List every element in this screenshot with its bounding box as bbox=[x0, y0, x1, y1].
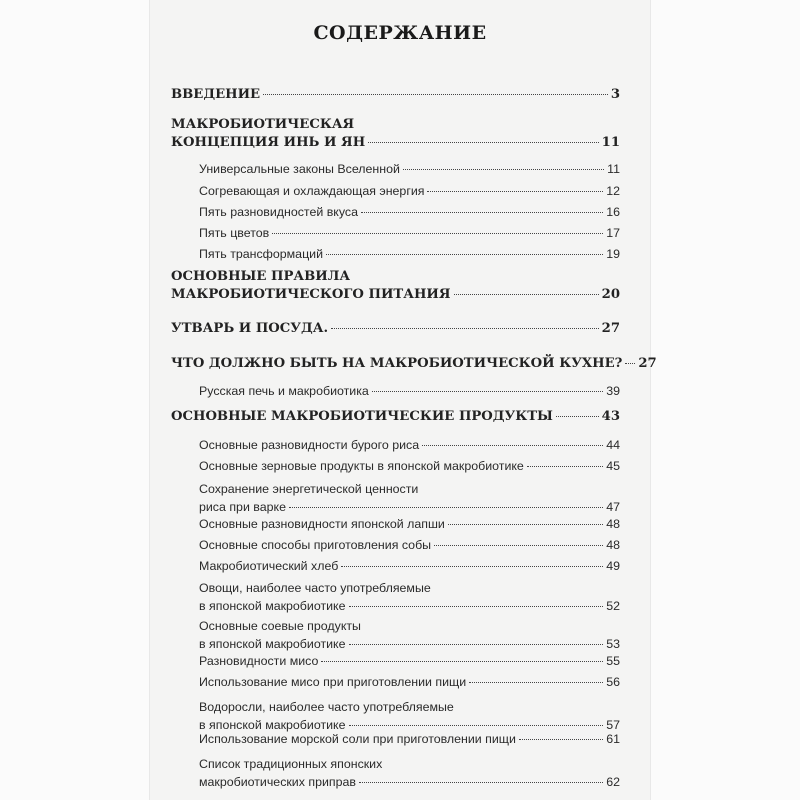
toc-row bbox=[199, 382, 620, 400]
dot-leader bbox=[361, 212, 603, 213]
page-number: 27 bbox=[638, 356, 657, 371]
toc-title: ЧТО ДОЛЖНО БЫТЬ НА МАКРОБИОТИЧЕСКОЙ КУХНЕ? bbox=[171, 356, 623, 371]
toc-section bbox=[199, 245, 620, 263]
dot-leader bbox=[331, 328, 599, 329]
dot-leader bbox=[359, 782, 603, 783]
toc-title: Основные способы приготовления собы bbox=[199, 538, 432, 552]
toc-row bbox=[171, 86, 620, 104]
toc-section bbox=[199, 617, 620, 653]
page-number: 3 bbox=[610, 87, 620, 102]
page-number: 27 bbox=[601, 321, 620, 336]
page-number: 53 bbox=[606, 637, 620, 651]
toc-title: Пять цветов bbox=[199, 226, 270, 240]
dot-leader bbox=[527, 466, 603, 467]
toc-row bbox=[199, 536, 620, 554]
toc-section bbox=[199, 203, 620, 221]
toc-section bbox=[199, 673, 620, 691]
toc-chapter bbox=[171, 408, 620, 426]
toc-chapter bbox=[171, 320, 620, 338]
toc-section bbox=[199, 457, 620, 475]
toc-title-line: Список традиционных японских bbox=[199, 757, 383, 771]
toc-title-line: Сохранение энергетической ценности bbox=[199, 482, 419, 496]
toc-title: МАКРОБИОТИЧЕСКОГО ПИТАНИЯ bbox=[171, 287, 451, 302]
toc-row bbox=[199, 224, 620, 242]
toc-title: Универсальные законы Вселенной bbox=[199, 162, 400, 176]
dot-leader bbox=[372, 391, 603, 392]
page-number: 44 bbox=[606, 438, 620, 452]
page-number: 49 bbox=[606, 559, 620, 573]
toc-title: Основные разновидности японской лапши bbox=[199, 517, 445, 531]
toc-row bbox=[199, 160, 620, 178]
dot-leader bbox=[427, 191, 603, 192]
toc-section bbox=[199, 579, 620, 615]
page-number: 39 bbox=[606, 384, 620, 398]
toc-row bbox=[171, 408, 620, 426]
toc-title: Макробиотический хлеб bbox=[199, 559, 339, 573]
toc-section bbox=[199, 515, 620, 533]
dot-leader bbox=[403, 169, 604, 170]
toc-title: Основные разновидности бурого риса bbox=[199, 438, 420, 452]
dot-leader bbox=[349, 606, 604, 607]
toc-section bbox=[199, 698, 620, 734]
toc-title: в японской макробиотике bbox=[199, 599, 346, 613]
toc-row bbox=[199, 635, 620, 653]
toc-row bbox=[199, 557, 620, 575]
dot-leader bbox=[349, 644, 604, 645]
toc-section bbox=[199, 480, 620, 516]
toc-chapter bbox=[171, 355, 657, 373]
toc-row bbox=[199, 436, 620, 454]
dot-leader bbox=[272, 233, 603, 234]
dot-leader bbox=[349, 725, 604, 726]
toc-section bbox=[199, 652, 620, 670]
toc-row bbox=[171, 286, 620, 304]
toc-row bbox=[199, 652, 620, 670]
toc-chapter bbox=[171, 116, 620, 152]
dot-leader bbox=[326, 254, 603, 255]
toc-row bbox=[199, 515, 620, 533]
dot-leader bbox=[625, 363, 635, 364]
dot-leader bbox=[263, 94, 608, 95]
page-number: 47 bbox=[606, 500, 620, 514]
toc-section bbox=[199, 160, 620, 178]
toc-row bbox=[171, 320, 620, 338]
toc-title: УТВАРЬ И ПОСУДА. bbox=[171, 321, 329, 336]
page-number: 11 bbox=[601, 135, 620, 150]
page-number: 61 bbox=[606, 732, 620, 746]
toc-title: Основные зерновые продукты в японской макробиотике bbox=[199, 459, 524, 473]
page-number: 62 bbox=[606, 775, 620, 789]
toc-section bbox=[199, 436, 620, 454]
page-number: 52 bbox=[606, 599, 620, 613]
toc-title-line: Водоросли, наиболее часто употребляемые bbox=[199, 700, 454, 714]
toc-row bbox=[199, 182, 620, 200]
toc-row bbox=[171, 355, 657, 373]
dot-leader bbox=[448, 524, 603, 525]
toc-section bbox=[199, 224, 620, 242]
toc-row bbox=[199, 673, 620, 691]
page-number: 43 bbox=[601, 409, 620, 424]
page-number: 12 bbox=[606, 184, 620, 198]
toc-title: риса при варке bbox=[199, 500, 286, 514]
dot-leader bbox=[519, 739, 603, 740]
page-title: СОДЕРЖАНИЕ bbox=[313, 22, 487, 44]
toc-title-line: ОСНОВНЫЕ ПРАВИЛА bbox=[171, 269, 351, 284]
toc-chapter bbox=[171, 268, 620, 304]
page-number: 56 bbox=[606, 675, 620, 689]
toc-row bbox=[199, 773, 620, 791]
dot-leader bbox=[422, 445, 603, 446]
toc-title: Использование мисо при приготовлении пищи bbox=[199, 675, 467, 689]
toc-chapter bbox=[171, 86, 620, 104]
dot-leader bbox=[289, 507, 603, 508]
toc-section bbox=[199, 182, 620, 200]
toc-title-line: Овощи, наиболее часто употребляемые bbox=[199, 581, 431, 595]
page-number: 48 bbox=[606, 517, 620, 531]
toc-title: макробиотических приправ bbox=[199, 775, 356, 789]
toc-title: Разновидности мисо bbox=[199, 654, 319, 668]
toc-title: Согревающая и охлаждающая энергия bbox=[199, 184, 425, 198]
page-number: 57 bbox=[606, 718, 620, 732]
dot-leader bbox=[341, 566, 603, 567]
toc-title: Русская печь и макробиотика bbox=[199, 384, 369, 398]
toc-title: в японской макробиотике bbox=[199, 718, 346, 732]
toc-title: в японской макробиотике bbox=[199, 637, 346, 651]
toc-title: ВВЕДЕНИЕ bbox=[171, 87, 261, 102]
toc-row bbox=[199, 245, 620, 263]
page-number: 11 bbox=[607, 162, 620, 176]
toc-section bbox=[199, 755, 620, 791]
toc-section bbox=[199, 382, 620, 400]
toc-section bbox=[199, 536, 620, 554]
dot-leader bbox=[454, 294, 599, 295]
toc-row bbox=[199, 498, 620, 516]
page-number: 17 bbox=[606, 226, 620, 240]
toc-title: Пять разновидностей вкуса bbox=[199, 205, 358, 219]
toc-section bbox=[199, 557, 620, 575]
dot-leader bbox=[469, 682, 603, 683]
page-number: 20 bbox=[601, 287, 620, 302]
page-number: 48 bbox=[606, 538, 620, 552]
toc-row bbox=[199, 730, 620, 748]
toc-section bbox=[199, 730, 620, 748]
dot-leader bbox=[368, 142, 598, 143]
dot-leader bbox=[434, 545, 603, 546]
toc-title: Использование морской соли при приготовлении пищи bbox=[199, 732, 516, 746]
dot-leader bbox=[556, 416, 599, 417]
toc-title-line: МАКРОБИОТИЧЕСКАЯ bbox=[171, 117, 355, 132]
page-number: 16 bbox=[606, 205, 620, 219]
dot-leader bbox=[321, 661, 603, 662]
toc-row bbox=[199, 597, 620, 615]
toc-row bbox=[199, 457, 620, 475]
toc-title: Пять трансформаций bbox=[199, 247, 324, 261]
page-number: 45 bbox=[606, 459, 620, 473]
toc-title-line: Основные соевые продукты bbox=[199, 619, 361, 633]
toc-row bbox=[199, 203, 620, 221]
page-number: 55 bbox=[606, 654, 620, 668]
toc-title: ОСНОВНЫЕ МАКРОБИОТИЧЕСКИЕ ПРОДУКТЫ bbox=[171, 409, 553, 424]
toc-row bbox=[171, 134, 620, 152]
book-page bbox=[150, 0, 657, 800]
page-number: 19 bbox=[606, 247, 620, 261]
toc-title: КОНЦЕПЦИЯ ИНЬ И ЯН bbox=[171, 135, 366, 150]
